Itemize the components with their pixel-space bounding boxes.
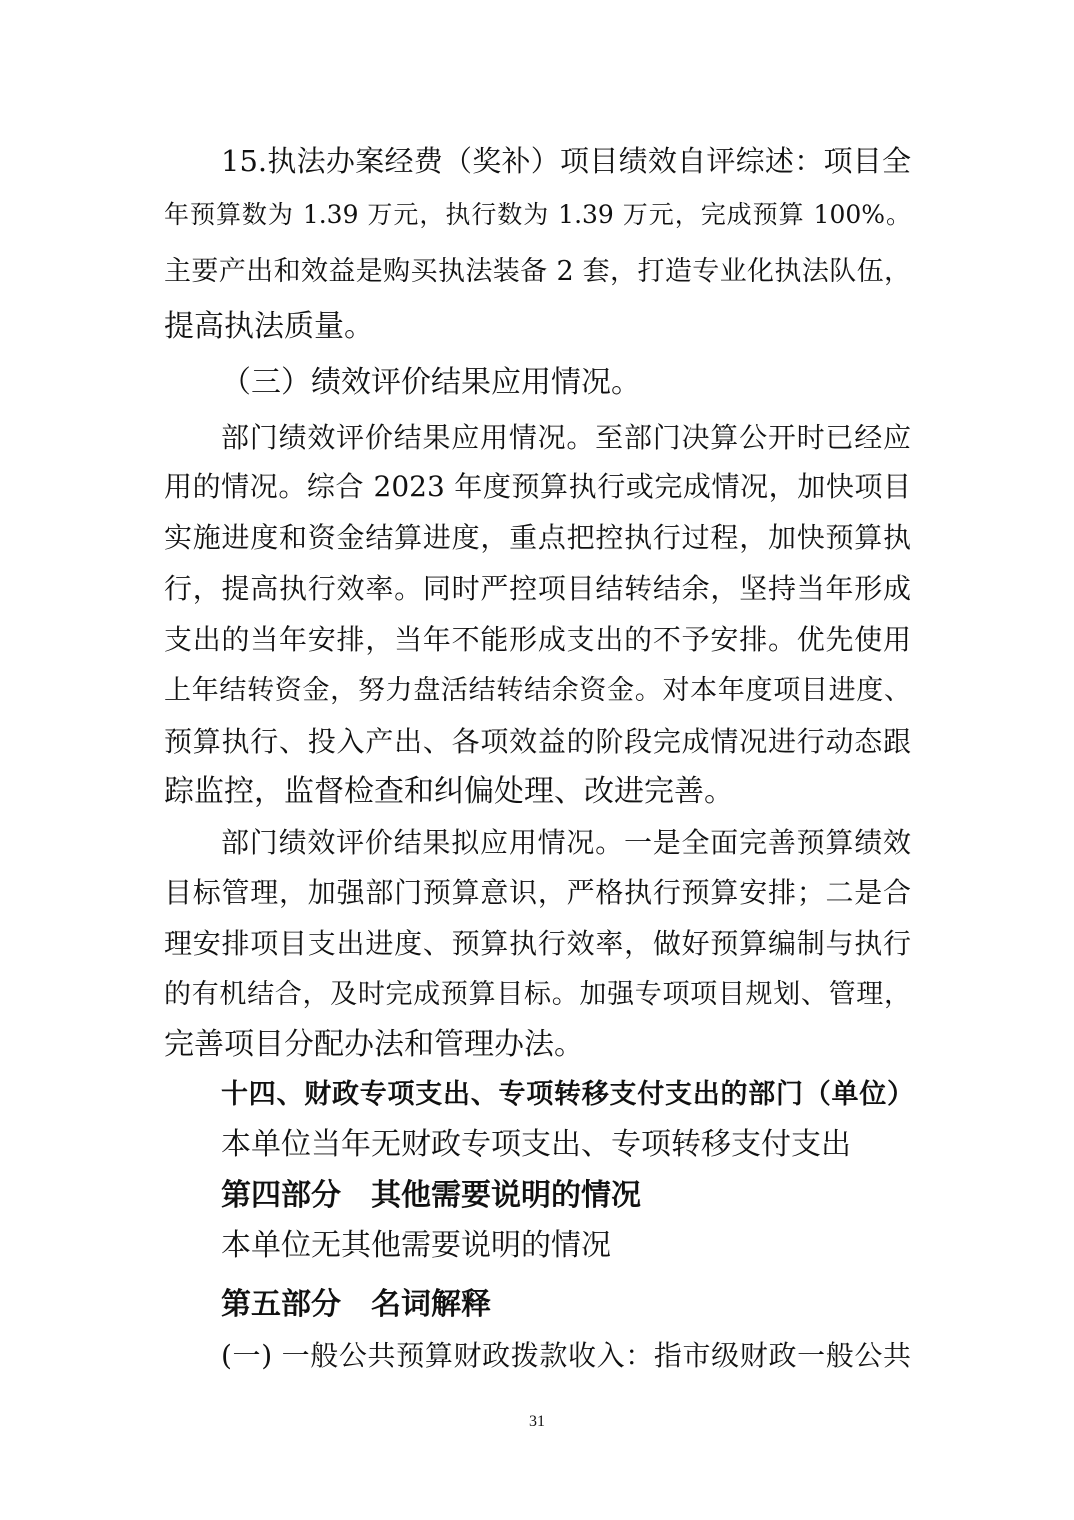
paragraph-line: 部门绩效评价结果应用情况。至部门决算公开时已经应 bbox=[221, 421, 911, 454]
page-number: 31 bbox=[529, 1413, 545, 1430]
paragraph-line: 目标管理，加强部门预算意识，严格执行预算安排；二是合 bbox=[164, 876, 911, 909]
paragraph-line: 行，提高执行效率。同时严控项目结转结余，坚持当年形成 bbox=[164, 572, 911, 605]
paragraph-line: 完善项目分配办法和管理办法。 bbox=[164, 1027, 584, 1062]
paragraph-line: 主要产出和效益是购买执法装备 2 套，打造专业化执法队伍， bbox=[164, 256, 911, 287]
paragraph-line: 部门绩效评价结果拟应用情况。一是全面完善预算绩效 bbox=[221, 826, 911, 859]
paragraph-line: 理安排项目支出进度、预算执行效率，做好预算编制与执行 bbox=[164, 927, 911, 960]
paragraph-line: 15.执法办案经费（奖补）项目绩效自评综述：项目全 bbox=[221, 144, 911, 178]
paragraph-line: 年预算数为 1.39 万元，执行数为 1.39 万元，完成预算 100%。 bbox=[164, 200, 911, 229]
paragraph-line: 的有机结合，及时完成预算目标。加强专项项目规划、管理， bbox=[164, 979, 911, 1010]
paragraph-line: 本单位无其他需要说明的情况 bbox=[221, 1228, 611, 1263]
paragraph-line: 预算执行、投入产出、各项效益的阶段完成情况进行动态跟 bbox=[164, 725, 911, 758]
paragraph-line: 上年结转资金，努力盘活结转结余资金。对本年度项目进度、 bbox=[164, 675, 911, 706]
paragraph-line: 踪监控，监督检查和纠偏处理、改进完善。 bbox=[164, 774, 734, 809]
paragraph-line: 支出的当年安排，当年不能形成支出的不予安排。优先使用 bbox=[164, 623, 911, 656]
paragraph-line: 实施进度和资金结算进度，重点把控执行过程，加快预算执 bbox=[164, 521, 911, 554]
paragraph-line: 本单位当年无财政专项支出、专项转移支付支出 bbox=[221, 1127, 851, 1162]
paragraph-line: 用的情况。综合 2023 年度预算执行或完成情况，加快项目 bbox=[164, 470, 911, 503]
section-heading: （三）绩效评价结果应用情况。 bbox=[221, 365, 641, 400]
paragraph-line: 提高执法质量。 bbox=[164, 309, 374, 344]
section-heading: 十四、财政专项支出、专项转移支付支出的部门（单位） bbox=[221, 1079, 914, 1110]
part-heading: 第四部分 其他需要说明的情况 bbox=[221, 1178, 641, 1213]
paragraph-line: (一) 一般公共预算财政拨款收入：指市级财政一般公共 bbox=[221, 1339, 911, 1372]
part-heading: 第五部分 名词解释 bbox=[221, 1287, 491, 1322]
